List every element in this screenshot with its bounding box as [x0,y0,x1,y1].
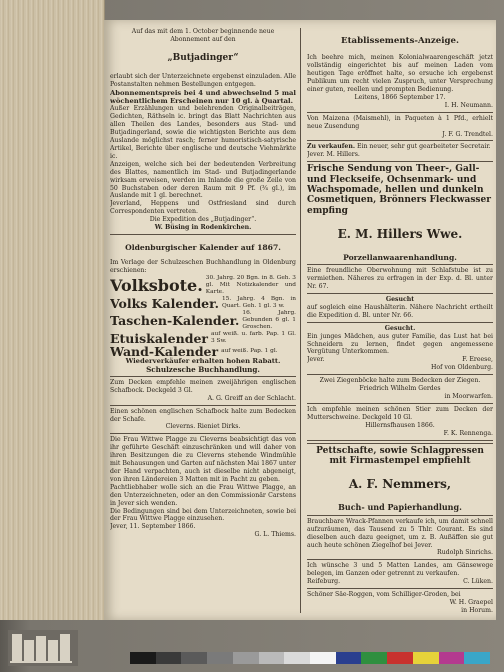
divider [307,264,493,265]
taschenkalender-label: Taschen-Kalender. [110,313,240,329]
kalender-intro: Im Verlage der Schulzeschen Buchhandlung in Oldenburg erschienen: [110,259,296,275]
ziegen-signature: Friedrich Wilhelm Gerdes [359,385,441,393]
butjadinger-title: „Butjadinger“ [167,52,239,63]
divider [307,588,493,589]
butjadinger-body-4: Jeverland, Heppens und Ostfriesland sind durch Correspondenten vertreten. [110,200,296,216]
color-patch [284,652,310,664]
divider [307,559,493,560]
divider [110,234,296,235]
plagge-ad-body-2: Pachtliebhaber wolle sich an die Frau Wittwe Plagge, an den Unterzeichneten, oder an den Commissionär Carstens in Jever sich wenden. [110,483,296,507]
divider [110,433,296,434]
schafbock-ad-2-signature: Cleverns. Rieniet Dirks. [165,423,241,431]
kalender-title: Oldenburgischer Kalender auf 1867. [125,242,281,252]
etuiskalender-row [110,331,296,345]
divider [110,405,296,406]
taschenkalender-note: 16. Jahrg. Gebunden 6 gl. 1 Groschen. [242,310,296,331]
schafbock-ad-2: Einen schönen englischen Schafbock halte zum Bedecken der Schafe. [110,407,296,423]
verkaufen-title: Zu verkaufen. [307,143,356,151]
newspaper-page [104,20,496,620]
verkaufen-signature: Jever. M. Hillers. [307,151,360,159]
butjadinger-body-2: Außer Erzählungen und belehrenden Originalbeiträgen, Gedichten, Räthseln ic. bringt das Blatt Nachrichten aus allen Theilen des Landes, besonders aus Stad- und Butjadingerland, sowie die wichtigsten Berichte aus dem Auslande möglichst rasch; ferner humoristisch-satyrische Artikel, Berichte über englische und deutsche Viehmärkte ic. [110,105,296,160]
pettschafte-ad: Pettschafte, sowie Schlagpressen mit Firmastempel empfiehlt [316,445,484,466]
divider [307,161,493,162]
wohnung-ad: Eine freundliche Oberwohnung mit Schlafstube ist zu vermiethen. Näheres zu erfragen in der Exp. d. Bl. unter Nr. 67. [307,267,493,291]
color-patch [233,652,259,664]
gesucht-1-body: auf sogleich eine Haushälterin. Nähere Nachricht ertheilt die Expedition d. Bl. unter Nr. 66. [307,303,493,319]
divider [307,374,493,375]
color-patch [310,652,336,664]
color-patch [181,652,207,664]
gesucht-2-title: Gesucht. [384,324,416,332]
gesucht-1-title: Gesucht [385,296,415,304]
plagge-ad-signature: G. L. Thiems. [254,531,296,539]
divider [307,322,493,323]
taschenkalender-row [110,310,296,331]
plagge-ad-date: Jever, 11. September 1866. [110,523,196,531]
divider [307,403,493,404]
ziegen-ad: Zwei Ziegenböcke halte zum Bedecken der Ziegen. [319,377,481,385]
porzellan-handlung: Porzellanwaarenhandlung. [343,253,457,263]
landverkauf-place: Reifeburg. [307,578,341,586]
etablissement-title: Etablissements-Anzeige. [341,35,459,46]
gesucht-2-body: Ein junges Mädchen, aus guter Familie, das Lust hat bei Schneidern zu lernen, findet gegen angemessene Vergütung Unterkommen. [307,332,493,356]
color-patch [387,652,413,664]
stier-place: Hillernsfhausen 1866. [365,421,435,429]
color-patch [259,652,285,664]
landverkauf-ad: Ich wünsche 3 und 5 Matten Landes, am Gänsewege belegen, im Ganzen oder getrennt zu verkaufen. [307,562,493,578]
saeroggen-signature: W. H. Graepel [449,598,493,606]
butjadinger-body-1: erlaubt sich der Unterzeichnete ergebenst einzuladen. Alle Postanstalten nehmen Bestellungen entgegen. [110,72,296,88]
butjadinger-intro-2: Abonnement auf den [170,35,236,43]
double-divider [307,440,493,444]
volksbote-row [110,275,296,296]
stier-signature: F. K. Rennenga. [443,429,493,437]
maizena-ad: Von Maizena (Maismehl), in Paqueten à 1 Pfd., erhielt neue Zusendung [307,114,493,130]
butjadinger-sig-2: W. Büsing in Rodenkirchen. [154,224,252,232]
schulze-signature: Schulzesche Buchhandlung. [146,365,260,375]
maizena-signature: J. F. G. Trendtel. [442,130,493,138]
ziegen-place: in Moorwarfen. [444,392,493,400]
nemmers-name: A. F. Nemmers, [348,477,452,492]
color-patch [439,652,465,664]
library-logo-icon [8,630,78,666]
column-divider [300,28,301,613]
plagge-ad-body-1: Die Frau Wittwe Plagge zu Cleverns beabsichtigt das von ihr geführte Geschäft einzuschränken und will daher von ihren Besitzungen die zu Cleverns stehende Windmühle mit Behausungen und Garten auf nächsten Mai 1867 unter der Hand verpachten, auch ist dieselbe nicht abgeneigt, von ihren Ländereien 3 Matten mit in Pacht zu geben. [110,436,296,483]
stier-ad: Ich empfehle meinen schönen Stier zum Decken der Mutterschweine. Deckgeld 10 Gl. [307,405,493,421]
etuiskalender-note: auf weiß. u. farb. Pap. 1 Gl. 3 Sw. [211,331,296,345]
color-patch [336,652,362,664]
frische-sendung-ad: Frische Sendung von Theer-, Gall- und Fleckseife, Ochsenmark- und Wachspomade, hellen und dunkeln Cosmetiquen, Brönners Fleckwasser empfing [307,164,491,216]
etablissement-date: Leitens, 1866 September 17. [354,93,446,101]
etablissement-signature: I. H. Neumann. [444,101,493,109]
butjadinger-body-3: Anzeigen, welche sich bei der bedeutenden Verbreitung des Blattes, namentlich im Stad- und Butjadingerlande wirksam erweisen, werden im Inlande die große Zeile von 50 Buchstaben oder deren Raum mit 9 Pf. (¾ gl.), im Auslande mit 1 gl. berechnet. [110,160,296,200]
color-patch [361,652,387,664]
schafbock-ad-1-signature: A. G. Greiff an der Schlacht. [207,394,296,402]
landverkauf-signature: C. Lüken. [463,578,493,586]
divider [307,293,493,294]
plagge-ad-body-3: Die Bedingungen sind bei dem Unterzeichneten, sowie bei der Frau Wittwe Plagge einzusehen. [110,507,296,523]
pfannen-ad: Brauchbare Wrack-Pfannen verkaufe ich, um damit schnell aufzuräumen, das Tausend zu 5 Thlr. Courant. Es sind dieselben auch dazu geeignet, um z. B. Außäffen sie gut auch heute schönen Ziegelhof bei Jever. [307,517,493,549]
butjadinger-intro-1: Auf das mit dem 1. October beginnende neue [131,28,275,35]
gesucht-2-signature-2: Hof von Oldenburg. [430,364,493,372]
saeroggen-place: in Horum. [461,606,493,613]
saeroggen-ad: Schöner Säe-Roggen, vom Schilliger-Groden, bei [307,591,461,599]
gesucht-2-signature: F. Ereese, [462,356,493,364]
buch-papierhandlung: Buch- und Papierhandlung. [338,502,462,513]
wandkalender-note: auf weiß. Pap. 1 gl. [221,348,278,355]
hillers-name: E. M. Hillers Wwe. [337,227,463,242]
volksbote-label: Volksbote. [110,275,203,295]
gesucht-2-place: Jever. [307,356,325,364]
volkskalender-label: Volks Kalender. [110,295,219,311]
divider [307,140,493,141]
color-patch [130,652,156,664]
pfannen-signature: Rudolph Sinrichs. [437,549,493,557]
divider [110,376,296,377]
rabatt-line: Wiederverkäufer erhalten hohen Rabatt. [125,357,281,366]
volkskalender-row [110,296,296,310]
color-patch [207,652,233,664]
wandkalender-label: Wand-Kalender [110,344,219,360]
divider [307,515,493,516]
color-patch [156,652,182,664]
divider [307,112,493,113]
left-column [110,28,296,613]
butjadinger-sig-1: Die Expedition des „Butjadinger“. [149,216,257,224]
volkskalender-note: 15. Jahrg. 4 Bgn. in Quart. Geh. 1 gl. 3 w. [221,296,296,310]
etablissement-body: Ich beehre mich, meinen Kolonialwaarengeschäft jetzt vollständig eingerichtet bis auf meinen Laden vom heutigen Tage eröffnet halte, so ersuche ich ergebenst Publikum um recht vielen Zuspruch, unter Versprechung einer guten, reellen und prompten Bedienung. [307,54,493,94]
verkaufen-body: Ein neuer, sehr gut gearbeiteter Secretair. [356,143,491,151]
etuiskalender-label: Etuiskalender [110,330,209,346]
schafbock-ad-1: Zum Decken empfehle meinen zweijährigen englischen Schafbock. Deckgeld 3 Gl. [110,378,296,394]
color-patch [464,652,490,664]
right-column [307,28,493,613]
butjadinger-price: Abonnementspreis bei 4 und abwechselnd 5 mal wöchentlichem Erscheinen nur 10 gl. à Quartal. [110,88,296,106]
volksbote-note: 30. Jahrg. 20 Bgn. in 8. Geh. 3 gl. Mit Notizkalender und Karte. [205,275,296,296]
color-patch [413,652,439,664]
book-spine [0,0,105,620]
color-calibration-bar [130,652,490,664]
